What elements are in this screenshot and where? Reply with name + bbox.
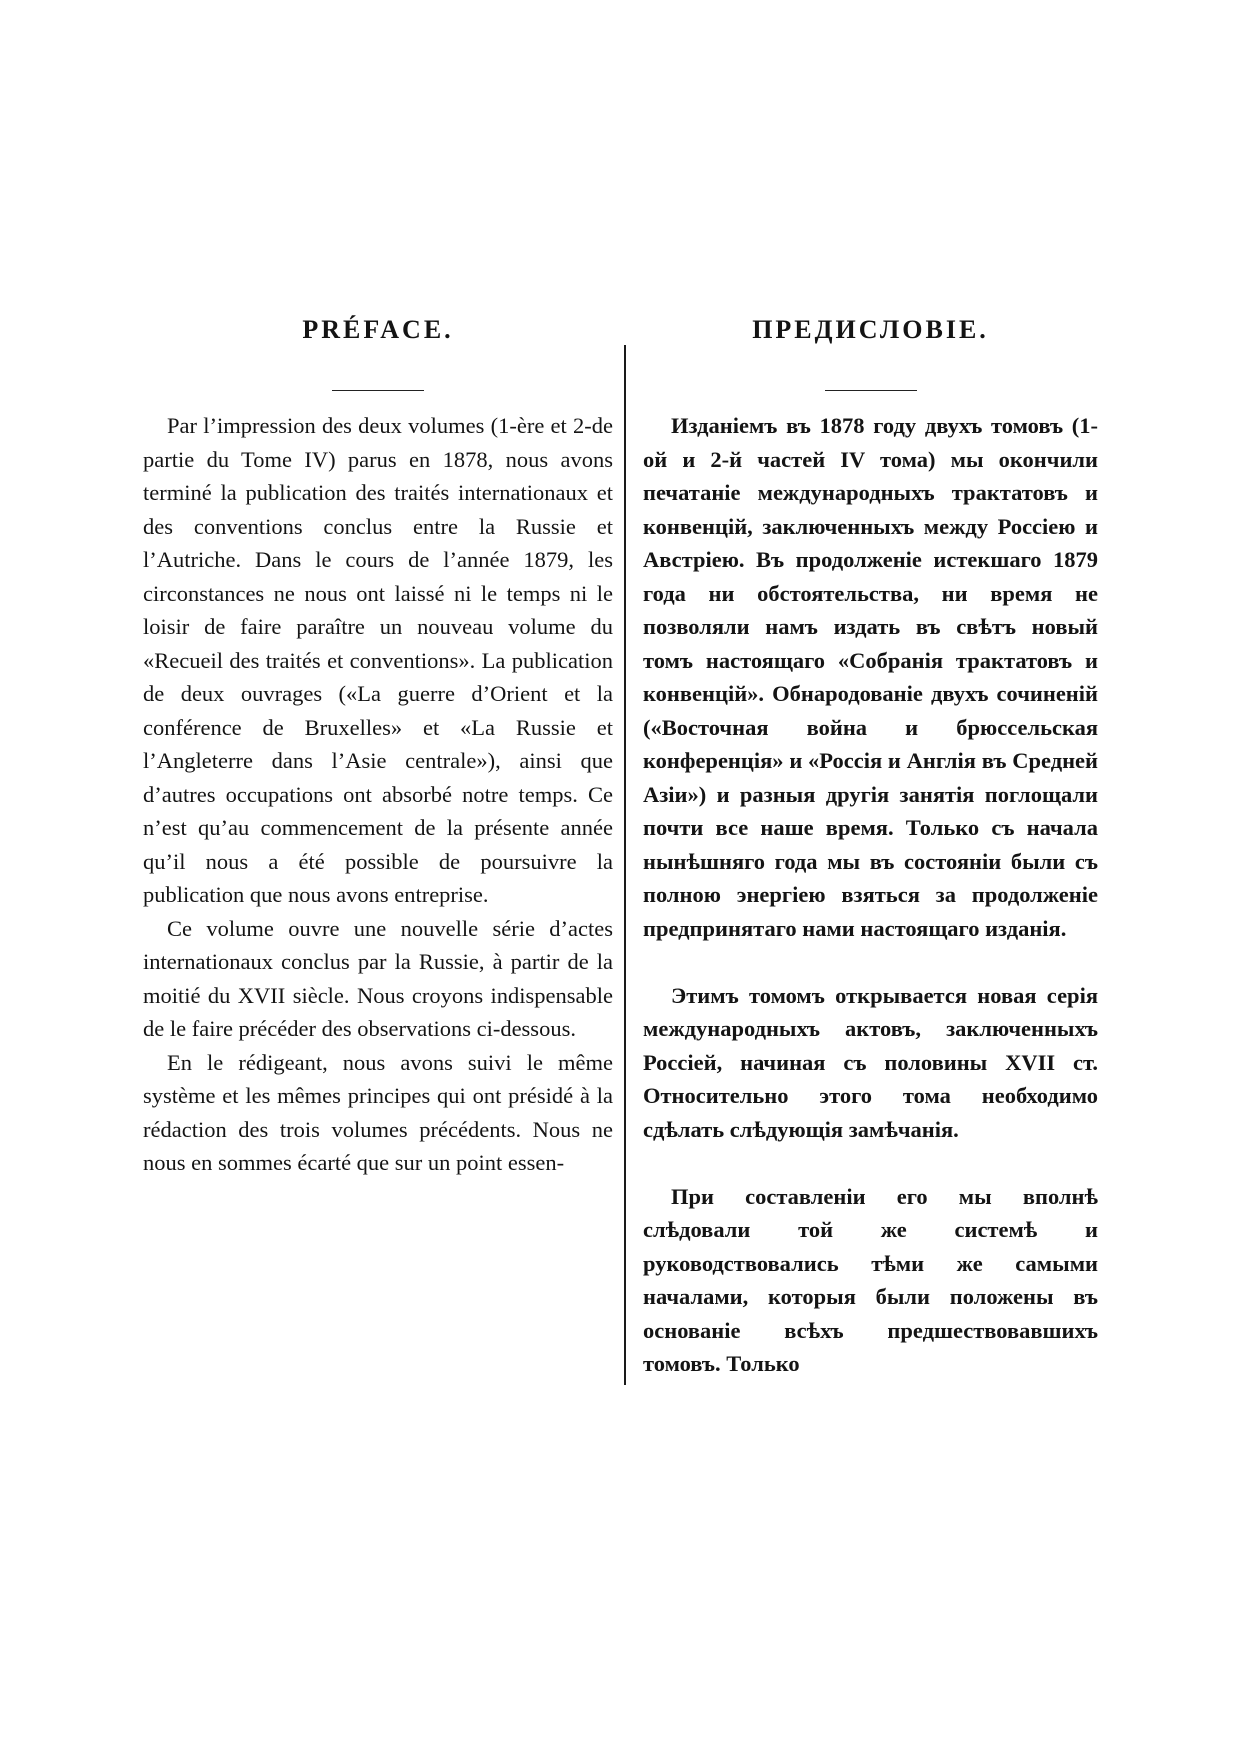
column-divider [624,345,626,1385]
russian-title-rule [825,390,917,391]
french-paragraph-2: Ce volume ouvre une nouvelle série d’actes internationaux conclus par la Russie, à partir de la moitié du XVII siècle. Nous croyons indispensable de le faire précéder des observations ci-dessous. [143,915,613,1041]
russian-paragraph-3: При составленіи его мы вполнѣ слѣдовали той же системѣ и руководствовались тѣми же самыми началами, которыя были положены въ основаніе всѣхъ предшествовавшихъ томовъ. Только [643,1183,1098,1376]
french-column [143,300,613,1180]
russian-paragraph-2: Этимъ томомъ открывается новая серія международныхъ актовъ, заключенныхъ Россіей, начиная съ половины XVII ст. Относительно этого тома необходимо сдѣлать слѣдующія замѣчанія. [643,982,1098,1142]
french-title: PRÉFACE. [302,315,454,344]
french-paragraph-1: Par l’impression des deux volumes (1-ère et 2-de partie du Tome IV) parus en 1878, nous avons terminé la publication des traités internationaux et des conventions conclus entre la Russie et l’Autriche. Dans le cours de l’année 1879, les circonstances ne nous ont laissé ni le temps ni le loisir de faire paraître un nouveau volume du «Recueil des traités et conventions». La publication de deux ouvrages («La guerre d’Orient et la conférence de Bruxelles» et «La Russie et l’Angleterre dans l’Asie centrale»), ainsi que d’autres occupations ont absorbé notre temps. Ce n’est qu’au commencement de la présente année qu’il nous a été possible de poursuivre la publication que nous avons entreprise. [143,413,613,907]
russian-title: ПРЕДИСЛОВІЕ. [752,315,989,344]
french-paragraph-3: En le rédigeant, nous avons suivi le même système et les mêmes principes qui ont présidé à la rédaction des trois volumes précédents. Nous ne nous en sommes écarté que sur un point essen- [143,1049,613,1175]
french-title-rule [332,390,424,391]
russian-paragraph-1: Изданіемъ въ 1878 году двухъ томовъ (1-ой и 2-й частей IV тома) мы окончили печатаніе международныхъ трактатовъ и конвенцій, заключенныхъ между Россіею и Австріею. Въ продолженіе истекшаго 1879 года ни обстоятельства, ни время не позволяли намъ издать въ свѣтъ новый томъ настоящаго «Собранія трактатовъ и конвенцій». Обнародованіе двухъ сочиненій («Восточная война и брюссельская конференція» и «Россія и Англія въ Средней Азіи») и разныя другія занятія поглощали почти все наше время. Только съ начала нынѣшняго года мы въ состояніи были съ полною энергіею взяться за продолженіе предпринятаго нами настоящаго изданія. [643,413,1098,941]
russian-column [643,300,1098,1381]
